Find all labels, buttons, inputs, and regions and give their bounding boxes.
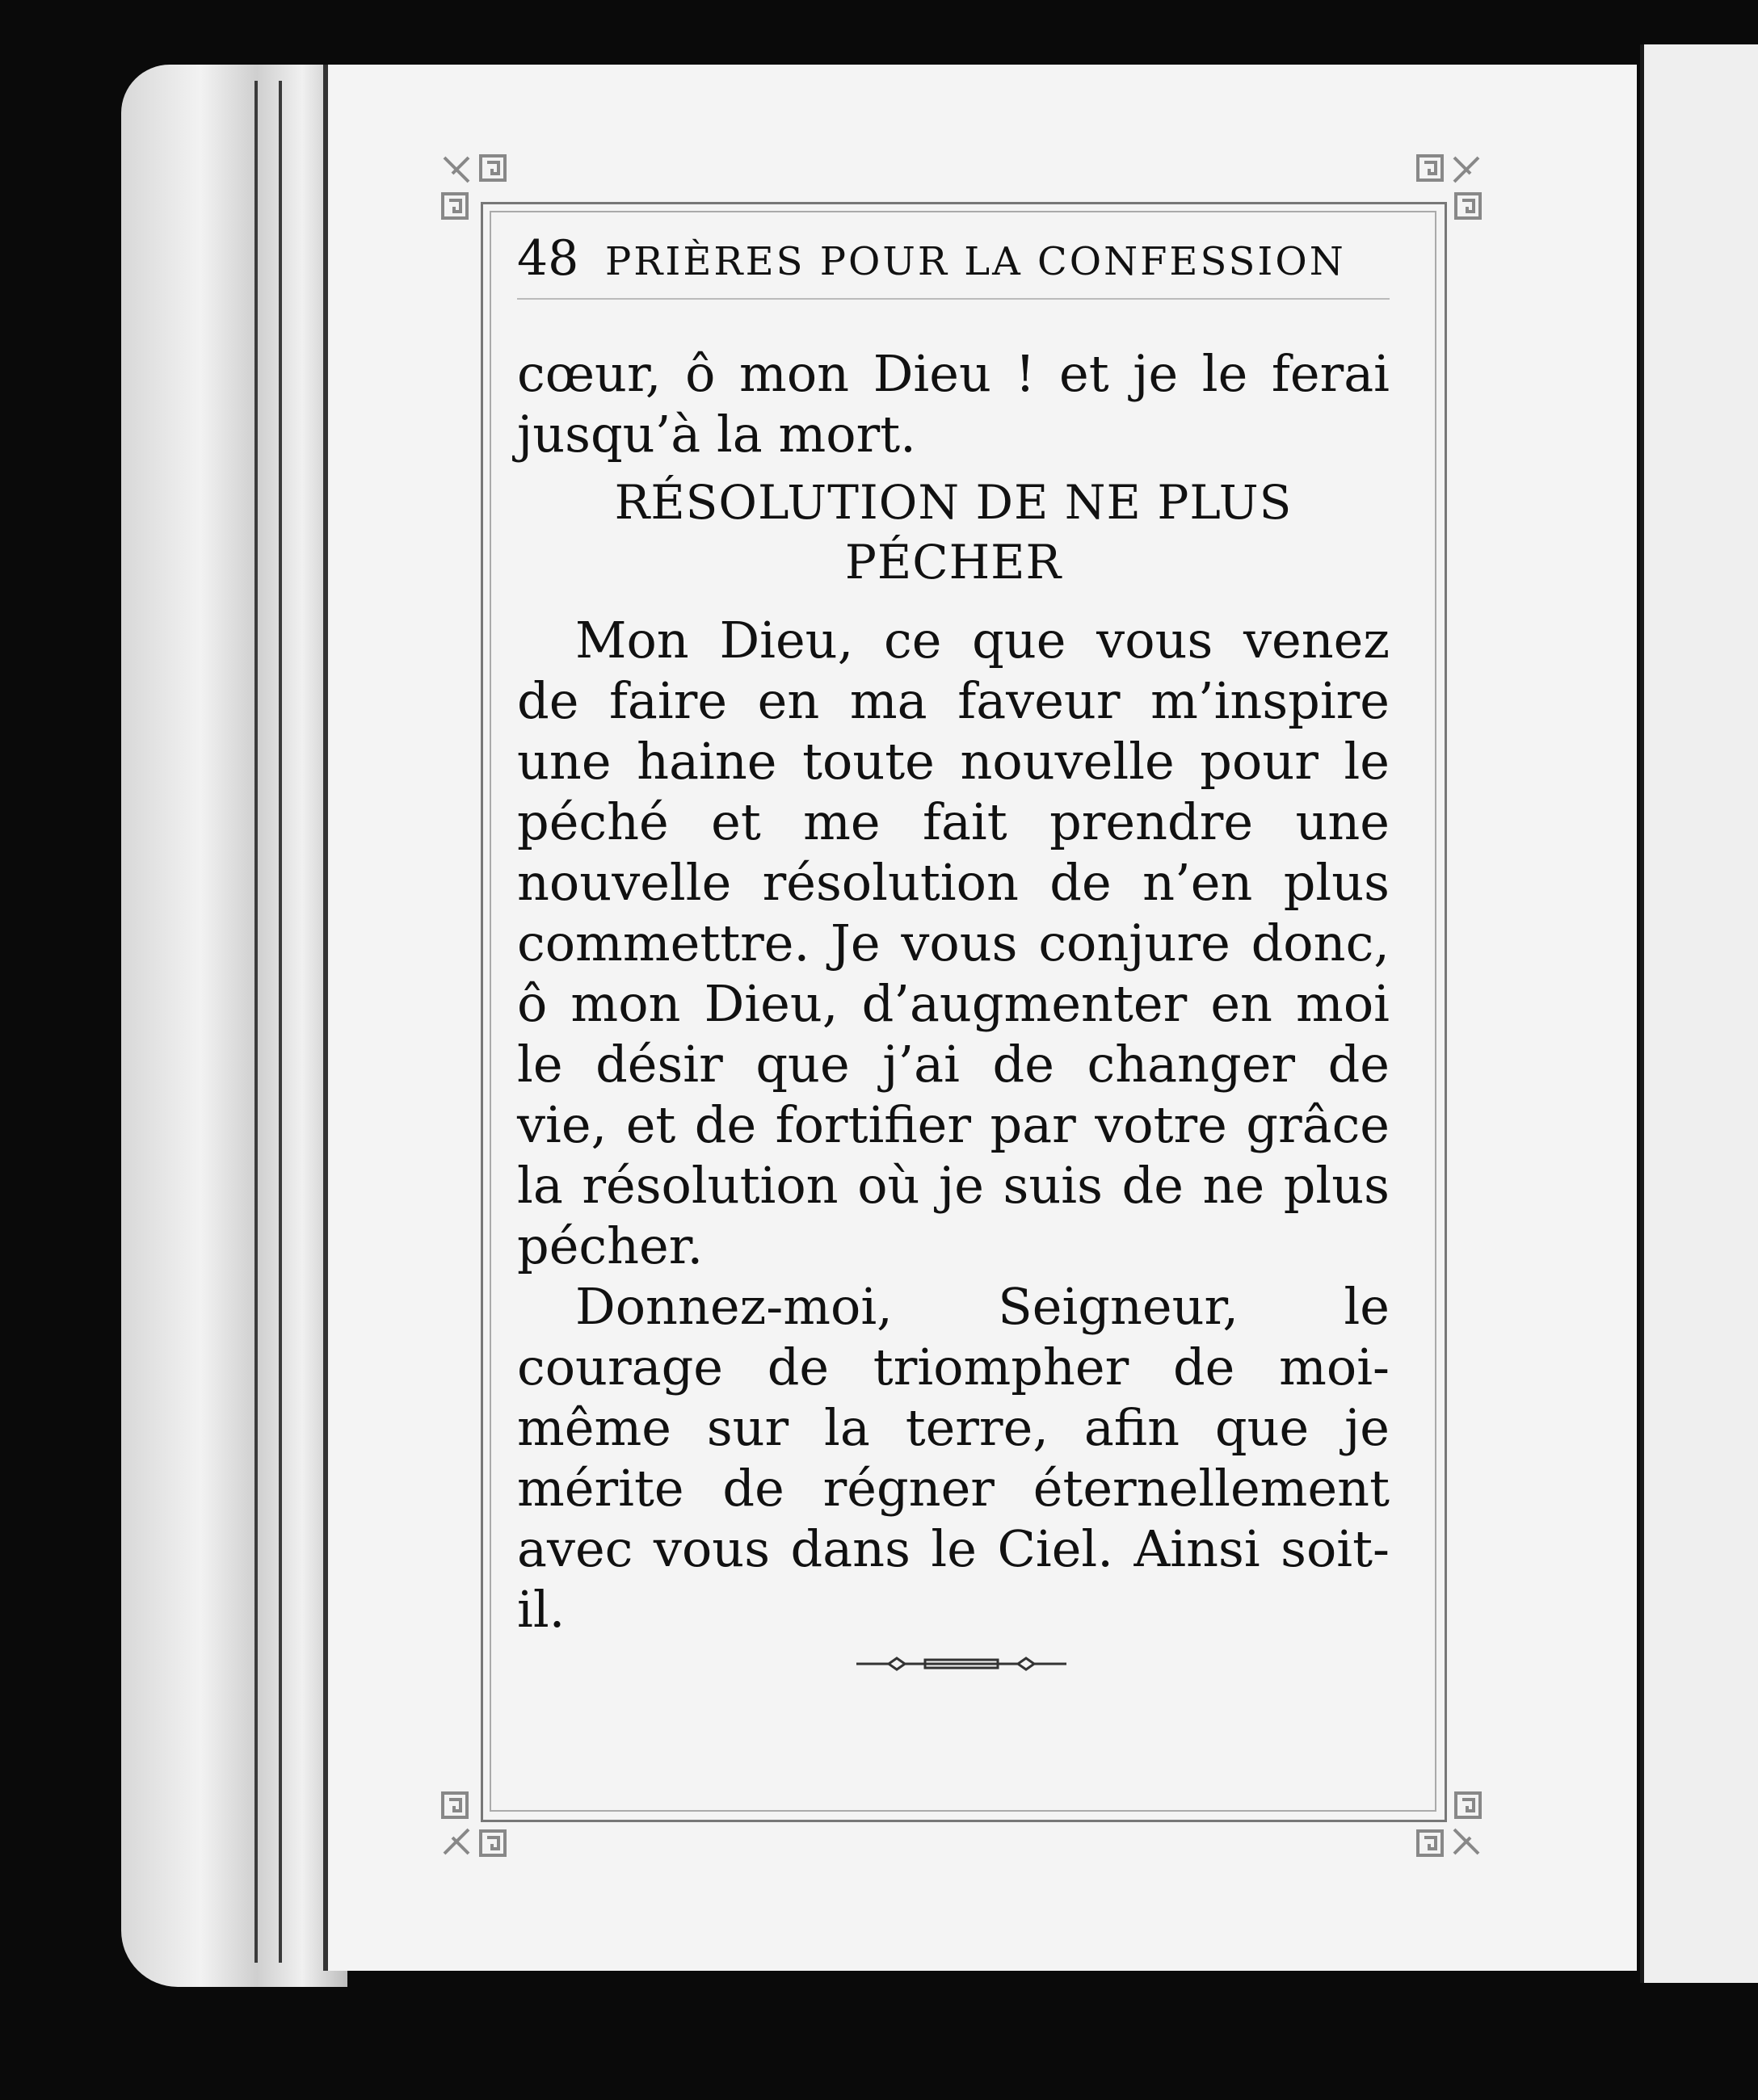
greek-key-corner-icon [1398, 1773, 1487, 1862]
running-title: PRIÈRES POUR LA CONFESSION [604, 239, 1346, 284]
running-head [517, 230, 1390, 300]
section-heading [517, 472, 1390, 592]
page-number: 48 [517, 230, 579, 287]
page-text [517, 343, 1390, 1640]
greek-key-corner-icon [436, 149, 525, 238]
prayer-paragraph: Donnez-moi, Seigneur, le courage de triompher de moi-même sur la terre, afin que je mérite de régner éternellement avec vous dans le Ciel. Ainsi soit-il. [517, 1277, 1390, 1639]
section-heading-line2: PÉCHER [844, 535, 1062, 590]
page-edge-line [254, 81, 258, 1963]
greek-key-corner-icon [1398, 149, 1487, 238]
facing-page [1640, 44, 1758, 1983]
tailpiece-ornament-icon [856, 1652, 1066, 1676]
section-heading-line1: RÉSOLUTION DE NE PLUS [614, 475, 1293, 530]
prayer-paragraph: Mon Dieu, ce que vous venez de faire en ma faveur m’inspire une haine toute nouvelle pour le péché et me fait prendre une nouvelle résolution de n’en plus commettre. Je vous conjure donc, ô mon Dieu, d’augmenter en moi le désir que j’ai de changer de vie, et de fortifier par votre grâce la résolution où je suis de ne plus pécher. [517, 611, 1390, 1275]
continuation-paragraph: cœur, ô mon Dieu ! et je le ferai jusqu’à la mort. [517, 344, 1390, 464]
greek-key-corner-icon [436, 1773, 525, 1862]
book-page-edges [121, 65, 347, 1987]
page-edge-line [279, 81, 282, 1963]
